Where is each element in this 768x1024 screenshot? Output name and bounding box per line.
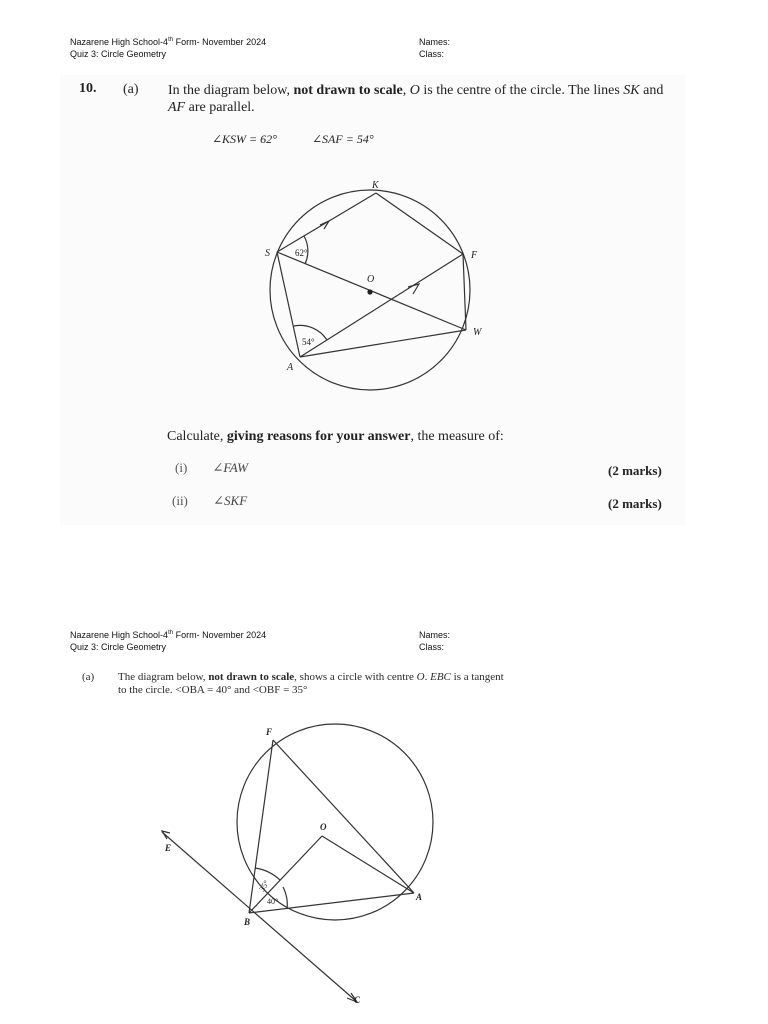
radius-oa	[322, 836, 414, 893]
circle-diagram-1	[255, 175, 490, 400]
page2-names-label: Names:	[419, 630, 451, 640]
sub-question-ii: (ii) ∠SKF	[172, 493, 248, 508]
angle-label-35: 35°	[257, 878, 272, 894]
question-stem: In the diagram below, not drawn to scale, O is the centre of the circle. The lines SK and AF are parallel.	[168, 83, 664, 115]
page2-quiz-title: Quiz 3: Circle Geometry	[70, 642, 167, 652]
page2-class-label: Class:	[419, 642, 445, 652]
label-c-2: C	[354, 995, 361, 1005]
label-a: A	[287, 362, 294, 373]
chord-fw	[463, 254, 466, 330]
label-f: F	[471, 250, 478, 261]
angle-label-40: 40°	[267, 897, 279, 906]
page1-class-label: Class:	[419, 49, 445, 59]
angle-arc-obf	[255, 868, 280, 880]
angle-label-54: 54°	[302, 337, 315, 347]
parallel-arrow-af	[408, 284, 419, 294]
label-b-2: B	[244, 917, 251, 927]
parallel-arrow-sk	[320, 221, 329, 229]
given-angle-ksw: ∠KSW = 62°	[212, 132, 277, 146]
sub-question-i: (i) ∠FAW	[175, 460, 248, 475]
page1-quiz-title: Quiz 3: Circle Geometry	[70, 49, 167, 59]
label-e-2: E	[165, 843, 172, 853]
chord-aw	[300, 330, 466, 357]
page1-names-label: Names:	[419, 37, 451, 47]
page2-question-part: (a)	[82, 671, 95, 683]
question-part: (a)	[123, 82, 139, 97]
marks-ii: (2 marks)	[608, 496, 662, 511]
page2-school-line: Nazarene High School-4th Form- November 2024	[70, 630, 267, 640]
marks-i: (2 marks)	[608, 463, 662, 478]
chord-sa	[277, 252, 300, 357]
label-k: K	[372, 180, 379, 191]
label-a-2: A	[416, 892, 423, 902]
chord-kf	[376, 193, 463, 254]
question-number: 10.	[79, 81, 97, 96]
label-w: W	[473, 327, 482, 338]
page1-school-line: Nazarene High School-4th Form- November 2024	[70, 37, 267, 47]
label-f-2: F	[266, 727, 273, 737]
chord-fa	[273, 740, 414, 893]
label-o: O	[367, 274, 375, 285]
radius-bo	[249, 836, 322, 913]
page2-question-stem: The diagram below, not drawn to scale, shows a circle with centre O. EBC is a tangent to the circle. <OBA = 40° and <OBF = 35°	[118, 671, 504, 696]
label-o-2: O	[320, 822, 327, 832]
chord-af	[300, 254, 463, 357]
circle-diagram-2	[150, 720, 450, 1015]
angle-label-62: 62°	[295, 248, 308, 258]
tangent-ebc	[162, 832, 356, 1001]
calculate-instruction: Calculate, giving reasons for your answer, the measure of:	[167, 429, 504, 444]
label-s: S	[265, 248, 270, 259]
given-angle-saf: ∠SAF = 54°	[312, 132, 374, 146]
centre-point-o	[367, 289, 372, 294]
